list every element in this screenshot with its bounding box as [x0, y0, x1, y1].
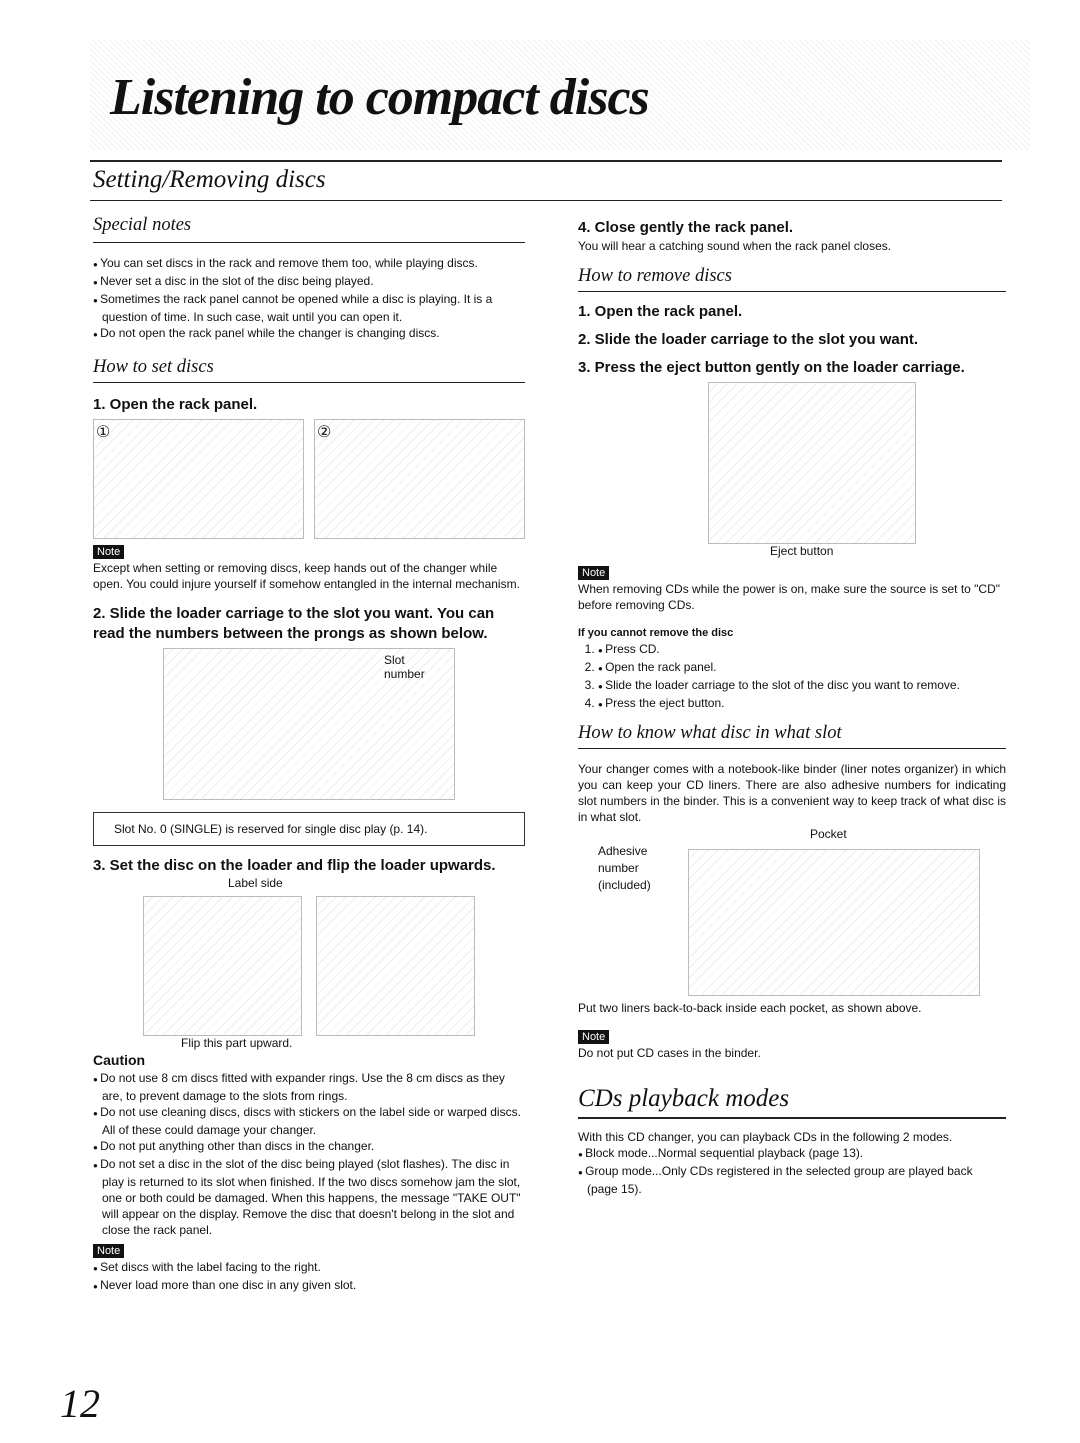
slot-number-figure: Slot number — [163, 648, 455, 800]
label-side-label: Label side — [228, 876, 283, 890]
know-text: Your changer comes with a notebook-like binder (liner notes organizer) in which you can keep your CD liners. There are also adhesive numbers for indicating slot numbers in the binder. This is a convenient way to keep track of what disc is in what slot. — [578, 762, 1006, 824]
close-text: You will hear a catching sound when the rack panel closes. — [578, 239, 892, 253]
caution-list: ● Do not use 8 cm discs fitted with expander rings. Use the 8 cm discs as they are, to prevent damage to the slots from rings. ● Do not use cleaning discs, discs with stickers on the label side or warped discs. All of these could damage your changer. ● Do not put anything other than discs in the changer. ● Do not set a disc in the slot of the disc being played (slot flashes). The disc in play is returned to its slot when finished. If the two discs somehow jam the slot, one or both could be damaged. When this happens, the message "TAKE OUT" will appear on the display. Remove the disc that doesn't belong in the slot and close the rack panel. — [93, 1070, 525, 1238]
remove-step: 1. Open the rack panel. — [578, 303, 743, 320]
pocket-label: Pocket — [810, 827, 847, 841]
caution-heading: Caution — [93, 1052, 146, 1068]
binder-figure — [688, 849, 980, 996]
special-notes-heading: Special notes — [93, 215, 192, 235]
note-badge: Note — [93, 545, 124, 559]
note-list: ● Set discs with the label facing to the right. ● Never load more than one disc in any given slot. — [93, 1259, 525, 1295]
set-disc-figure-2 — [316, 896, 475, 1036]
binder-caption: Put two liners back-to-back inside each pocket, as shown above. — [578, 1001, 922, 1015]
open-rack-figure-2: ② — [314, 419, 525, 539]
step-close-rack: 4. Close gently the rack panel. — [578, 219, 794, 236]
right-column — [578, 218, 1006, 1197]
divider — [90, 160, 1002, 162]
note-text: Do not put CD cases in the binder. — [578, 1046, 761, 1060]
know-slot-heading: How to know what disc in what slot — [578, 723, 842, 743]
cannot-remove-heading: If you cannot remove the disc — [578, 627, 734, 639]
single-slot-box: Slot No. 0 (SINGLE) is reserved for single disc play (p. 14). — [93, 812, 525, 846]
divider — [90, 200, 1002, 201]
cannot-remove-steps: ● 1. Press CD. ● 2. Open the rack panel. ● 3. Slide the loader carriage to the slot of the disc you want to remove. ● 4. Press the eject button. — [578, 641, 1006, 713]
step-slide-carriage: 2. Slide the loader carriage to the slot you want. You can read the numbers between the prongs as shown below. — [93, 605, 495, 642]
note-text: When removing CDs while the power is on, make sure the source is set to "CD" before removing CDs. — [578, 582, 1001, 612]
eject-label: Eject button — [770, 544, 834, 558]
special-notes-list: ● You can set discs in the rack and remove them too, while playing discs. ● Never set a disc in the slot of the disc being played. ● Sometimes the rack panel cannot be opened while a disc is playing. It is a question of time. In such case, wait until you can open it. ● Do not open the rack panel while the changer is changing discs. — [93, 255, 525, 343]
remove-step: 3. Press the eject button gently on the loader carriage. — [578, 359, 965, 376]
page-number: 12 — [60, 1381, 100, 1426]
page-title: Listening to compact discs — [110, 69, 649, 126]
step-open-rack: 1. Open the rack panel. — [93, 396, 258, 413]
modes-list: ● Block mode...Normal sequential playback (page 13). ● Group mode...Only CDs registered in the selected group are played back (page 15). — [578, 1145, 1006, 1197]
step-set-disc: 3. Set the disc on the loader and flip the loader upwards. — [93, 857, 496, 874]
left-column — [93, 215, 525, 1295]
set-discs-heading: How to set discs — [93, 357, 214, 377]
flip-label: Flip this part upward. — [181, 1036, 293, 1050]
note-badge: Note — [93, 1244, 124, 1258]
note-badge: Note — [578, 1030, 609, 1044]
eject-figure — [708, 382, 916, 544]
adhesive-label: Adhesive number (included) — [598, 844, 651, 892]
remove-step: 2. Slide the loader carriage to the slot you want. — [578, 331, 919, 348]
section-heading: Setting/Removing discs — [93, 166, 326, 193]
modes-text: With this CD changer, you can playback CDs in the following 2 modes. — [578, 1130, 953, 1144]
open-rack-figure-1: ① — [93, 419, 304, 539]
note-text: Except when setting or removing discs, keep hands out of the changer while open. You could injure yourself if somehow entangled in the internal mechanism. — [93, 561, 520, 591]
remove-discs-heading: How to remove discs — [578, 266, 732, 286]
playback-modes-heading: CDs playback modes — [578, 1085, 790, 1112]
note-badge: Note — [578, 566, 609, 580]
set-disc-figure-1 — [143, 896, 302, 1036]
